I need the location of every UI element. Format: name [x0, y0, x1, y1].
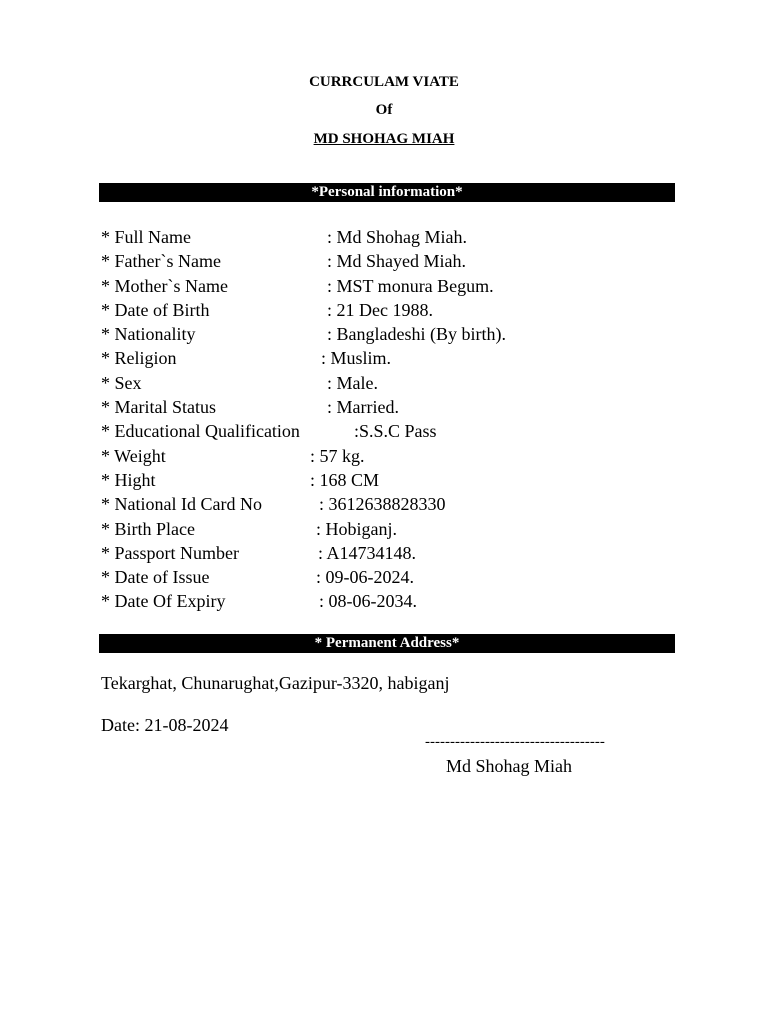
info-value: : MST monura Begum.	[327, 275, 494, 296]
info-label: * Sex	[101, 372, 142, 393]
info-value: :S.S.C Pass	[354, 421, 437, 442]
info-label: * Marital Status	[101, 397, 216, 418]
info-value: : 3612638828330	[319, 494, 446, 515]
info-value: : Male.	[327, 372, 378, 393]
info-row	[101, 322, 661, 346]
info-label: * Birth Place	[101, 518, 195, 539]
info-label: * Religion	[101, 348, 177, 369]
info-label: * Weight	[101, 445, 166, 466]
info-label: * Passport Number	[101, 542, 239, 563]
info-value: : 168 CM	[310, 469, 380, 490]
info-label: * Father`s Name	[101, 251, 221, 272]
info-value: : 08-06-2034.	[319, 591, 417, 612]
permanent-address-header: * Permanent Address*	[99, 634, 675, 653]
info-label: * Date of Issue	[101, 567, 210, 588]
info-row	[101, 346, 661, 370]
info-value: : 57 kg.	[310, 445, 365, 466]
info-label: * National Id Card No	[101, 494, 262, 515]
signature-name: Md Shohag Miah	[446, 756, 572, 776]
info-label: * Full Name	[101, 227, 191, 247]
info-row	[101, 492, 661, 516]
info-label: * Date Of Expiry	[101, 591, 226, 612]
info-row	[101, 468, 661, 492]
info-row	[101, 395, 661, 419]
document-title: CURRCULAM VIATE	[309, 74, 459, 90]
info-value: : 21 Dec 1988.	[327, 299, 433, 320]
info-value: : Married.	[327, 397, 399, 418]
info-row	[101, 419, 661, 443]
info-value: : 09-06-2024.	[316, 567, 414, 588]
info-label: * Nationality	[101, 324, 196, 345]
info-label: * Mother`s Name	[101, 275, 228, 296]
info-label: * Hight	[101, 469, 156, 490]
info-value: : Bangladeshi (By birth).	[327, 324, 506, 345]
info-value: : A14734148.	[318, 542, 417, 563]
candidate-name-heading: MD SHOHAG MIAH	[313, 131, 455, 147]
info-label: * Educational Qualification	[101, 421, 300, 442]
info-value: : Muslim.	[321, 348, 392, 369]
info-value: : Md Shayed Miah.	[327, 251, 466, 272]
info-value: : Hobiganj.	[316, 518, 397, 539]
info-label: * Date of Birth	[101, 299, 210, 320]
personal-info-list	[101, 225, 661, 614]
info-row	[101, 444, 661, 468]
info-row	[101, 541, 661, 565]
permanent-address: Tekarghat, Chunarughat,Gazipur-3320, habiganj	[101, 673, 450, 693]
signature-line: ------------------------------------	[425, 734, 605, 750]
info-value: : Md Shohag Miah.	[327, 227, 468, 247]
info-row	[101, 371, 661, 395]
personal-information-header: *Personal information*	[99, 183, 675, 202]
info-row	[101, 274, 661, 298]
info-row	[101, 225, 661, 249]
info-row	[101, 298, 661, 322]
info-row	[101, 565, 661, 589]
info-row	[101, 517, 661, 541]
document-date: Date: 21-08-2024	[101, 715, 229, 735]
info-row	[101, 249, 661, 273]
info-row	[101, 589, 661, 613]
document-title-of: Of	[375, 102, 393, 118]
